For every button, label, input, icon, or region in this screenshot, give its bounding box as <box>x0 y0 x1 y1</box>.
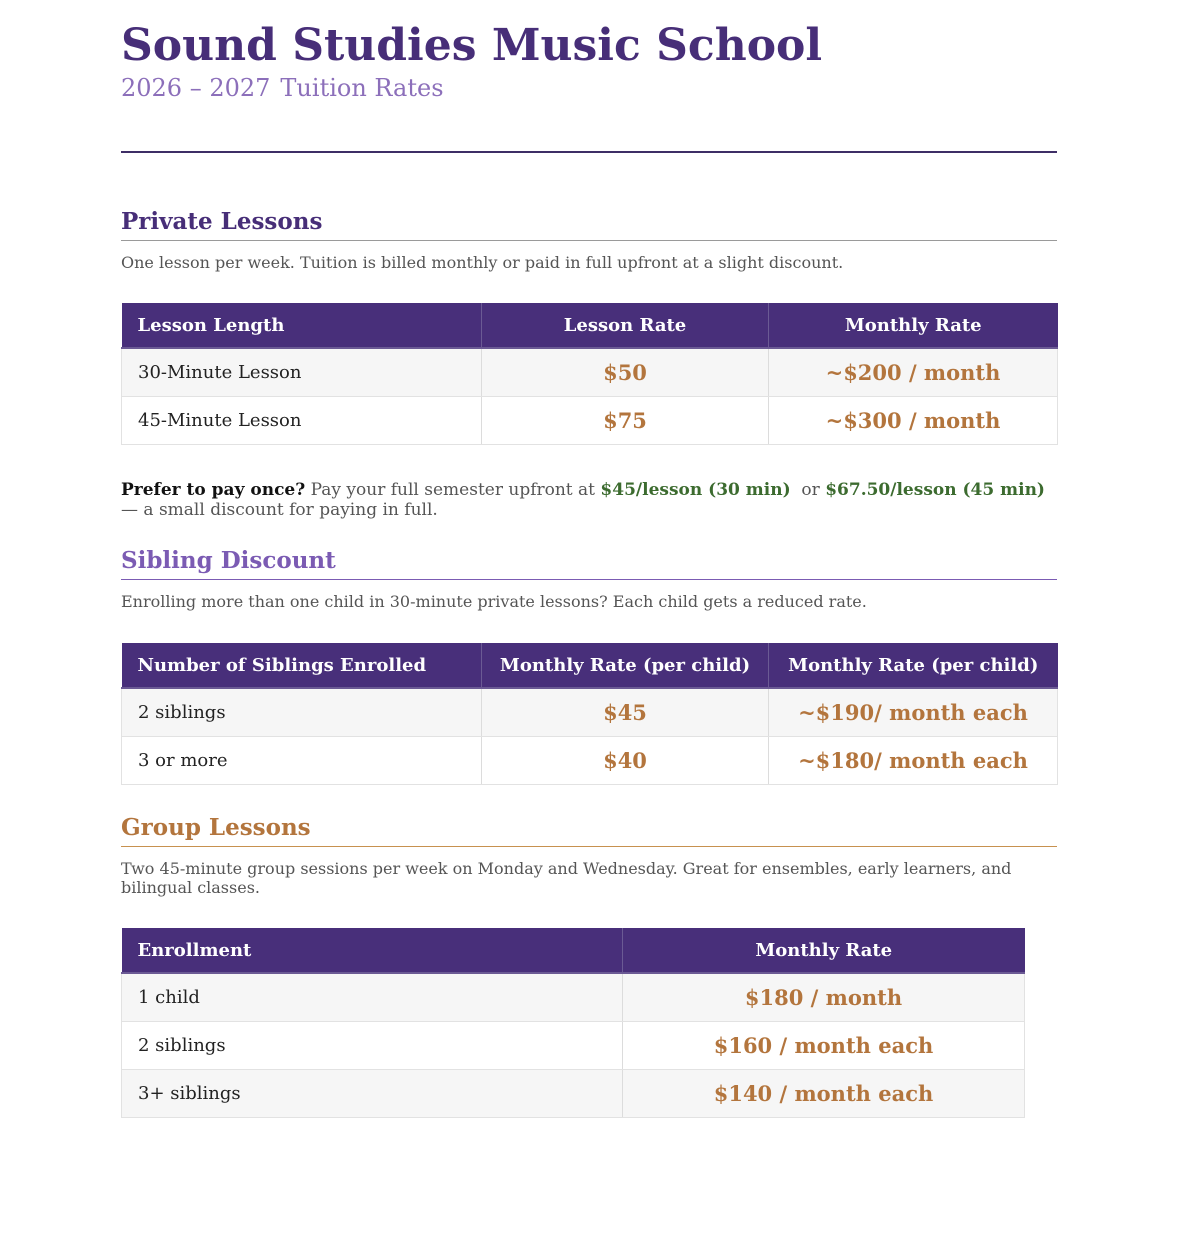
lesson-length: 45-Minute Lesson <box>122 397 482 445</box>
enrollment: 2 siblings <box>122 1022 623 1070</box>
column-header: Lesson Rate <box>482 303 769 348</box>
per-child-rate: $40 <box>482 737 769 785</box>
page-title: Sound Studies Music School <box>121 20 823 71</box>
table-row <box>122 1022 1025 1070</box>
table-row <box>122 737 1058 785</box>
enrollment: 1 child <box>122 973 623 1022</box>
monthly-rate: $140 / month each <box>623 1070 1025 1118</box>
enrollment: 3+ siblings <box>122 1070 623 1118</box>
lesson-rate: $75 <box>482 397 769 445</box>
table-header-row <box>122 928 1025 973</box>
upfront-text-1: Pay your full semester upfront at <box>305 480 601 500</box>
page-subtitle <box>121 74 444 102</box>
column-header: Monthly Rate (per child) <box>482 643 769 688</box>
lesson-rate: $50 <box>482 348 769 397</box>
per-child-rate: $45 <box>482 688 769 737</box>
group-lessons-description: Two 45-minute group sessions per week on Monday and Wednesday. Great for ensembles, early learners, and bilingual classes. <box>121 859 1012 897</box>
sibling-discount-section <box>121 547 1057 611</box>
upfront-lead: Prefer to pay once? <box>121 480 306 500</box>
column-header: Monthly Rate (per child) <box>769 643 1058 688</box>
table-row <box>122 973 1025 1022</box>
sibling-discount-heading: Sibling Discount <box>121 547 1057 580</box>
column-header: Number of Siblings Enrolled <box>122 643 482 688</box>
private-lessons-heading: Private Lessons <box>121 208 1057 241</box>
upfront-price-30: $45/lesson (30 min) <box>600 480 791 500</box>
table-row <box>122 1070 1025 1118</box>
school-years: 2026 – 2027 <box>121 74 271 102</box>
column-header: Lesson Length <box>122 303 482 348</box>
upfront-price-45: $67.50/lesson (45 min) <box>825 480 1045 500</box>
header-divider <box>121 151 1057 153</box>
monthly-rate: ~$300 / month <box>769 397 1058 445</box>
column-header: Enrollment <box>122 928 623 973</box>
table-header-row <box>122 303 1058 348</box>
table-header-row <box>122 643 1058 688</box>
column-header: Monthly Rate <box>623 928 1025 973</box>
table-row <box>122 688 1058 737</box>
sibling-discount-table <box>121 643 1058 785</box>
upfront-text-3: — a small discount for paying in full. <box>121 500 438 520</box>
monthly-rate: ~$200 / month <box>769 348 1058 397</box>
sibling-count: 2 siblings <box>122 688 482 737</box>
monthly-rate: ~$180/ month each <box>769 737 1058 785</box>
subtitle-text: Tuition Rates <box>280 74 444 102</box>
monthly-rate: $180 / month <box>623 973 1025 1022</box>
private-lessons-section <box>121 208 1057 272</box>
table-row <box>122 348 1058 397</box>
monthly-rate: $160 / month each <box>623 1022 1025 1070</box>
upfront-payment-note <box>121 480 1057 520</box>
monthly-rate: ~$190/ month each <box>769 688 1058 737</box>
group-lessons-table <box>121 928 1025 1118</box>
group-lessons-heading: Group Lessons <box>121 814 1057 847</box>
upfront-text-2: or <box>790 480 826 500</box>
sibling-count: 3 or more <box>122 737 482 785</box>
private-lessons-table <box>121 303 1058 445</box>
sibling-discount-description: Enrolling more than one child in 30-minute private lessons? Each child gets a reduced rate. <box>121 592 867 611</box>
lesson-length: 30-Minute Lesson <box>122 348 482 397</box>
group-lessons-section <box>121 814 1057 897</box>
column-header: Monthly Rate <box>769 303 1058 348</box>
table-row <box>122 397 1058 445</box>
private-lessons-description: One lesson per week. Tuition is billed monthly or paid in full upfront at a slight discount. <box>121 253 844 272</box>
